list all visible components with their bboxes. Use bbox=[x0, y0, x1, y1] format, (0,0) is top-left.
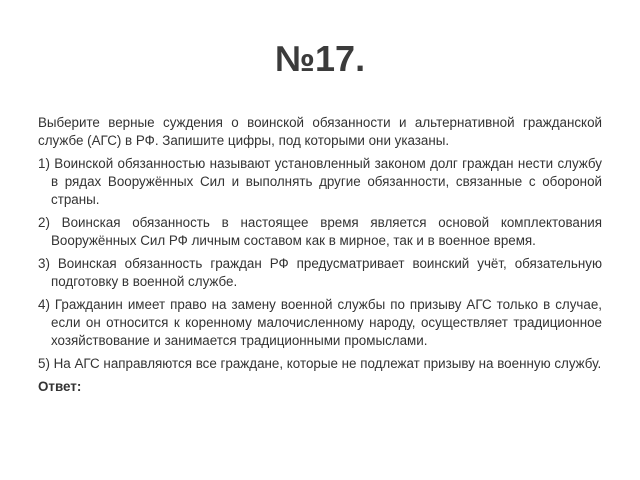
page-title: №17. bbox=[274, 38, 366, 79]
answer-label: Ответ: bbox=[38, 379, 82, 394]
list-item: 3) Воинская обязанность граждан РФ предусматривает воинский учёт, обязательную подготовку в военной службе. bbox=[38, 256, 602, 289]
list-item: 2) Воинская обязанность в настоящее время является основой комплектования Вооружённых Сил РФ личным составом как в мирное, так и в военное время. bbox=[38, 215, 602, 248]
list-item: 5) На АГС направляются все граждане, которые не подлежат призыву на военную службу. bbox=[38, 356, 602, 371]
question-intro: Выберите верные суждения о воинской обязанности и альтернативной гражданской службе (АГС) в РФ. Запишите цифры, под которыми они указаны. bbox=[38, 115, 602, 148]
list-item: 1) Воинской обязанностью называют установленный законом долг граждан нести службу в рядах Вооружённых Сил и выполнять другие обязанности, связанные с обороной страны. bbox=[38, 156, 602, 207]
question-body bbox=[38, 114, 602, 396]
list-item: 4) Гражданин имеет право на замену военной службы по призыву АГС только в случае, если он относится к коренному малочисленному народу, осуществляет традиционное хозяйствование и занимается традиционными промыслами. bbox=[38, 297, 602, 348]
